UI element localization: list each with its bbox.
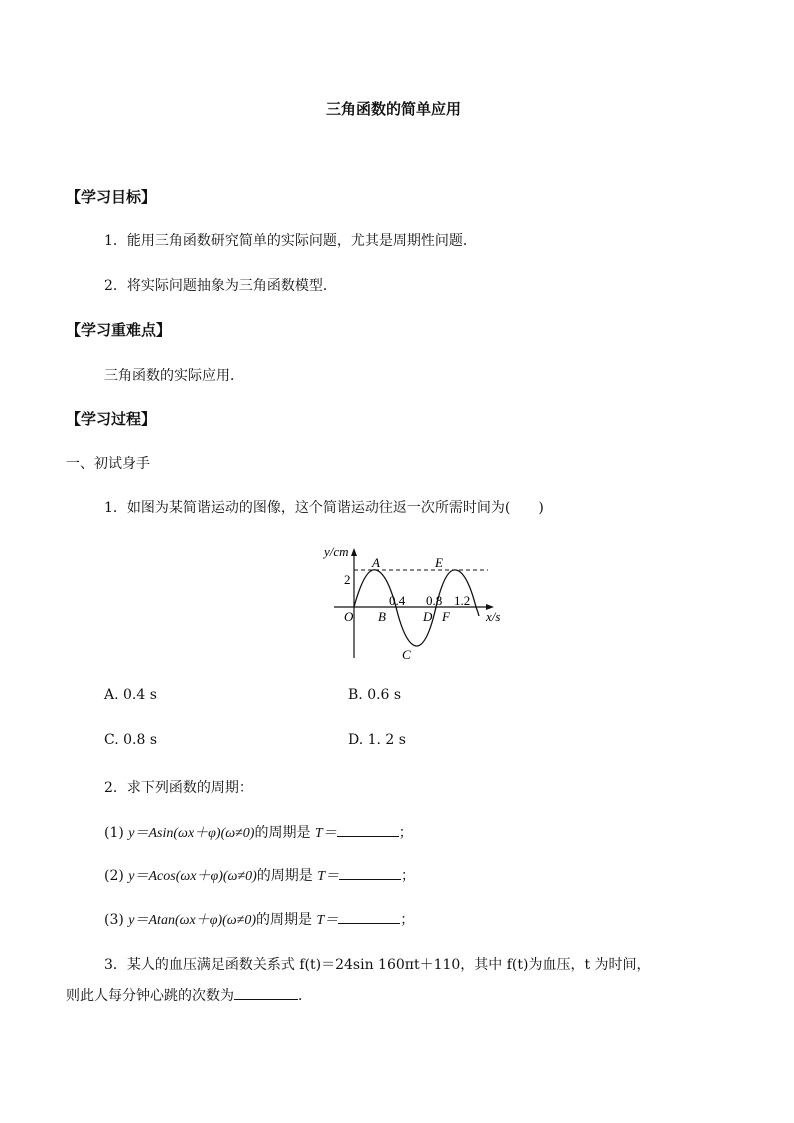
point-F-label: F xyxy=(442,609,450,624)
origin-label: O xyxy=(344,609,354,624)
q2-stem: 2．求下列函数的周期： xyxy=(104,780,253,796)
function-expression: y＝Acos(ωx＋φ)(ω≠0) xyxy=(128,869,257,884)
item-text: 的周期是 xyxy=(256,912,313,928)
amplitude-label: 2 xyxy=(344,572,351,587)
point-A-label: A xyxy=(372,555,380,570)
goal-item-1: 1．能用三角函数研究简单的实际问题，尤其是周期性问题． xyxy=(104,233,477,249)
answer-blank[interactable] xyxy=(234,987,298,1000)
item-end: ； xyxy=(401,868,416,884)
q2-item-1 xyxy=(104,822,413,842)
period-symbol: T＝ xyxy=(317,869,340,884)
page-title: 三角函数的简单应用 xyxy=(326,100,462,118)
q2-item-3 xyxy=(104,909,414,929)
q3-line-1: 3．某人的血压满足函数关系式 f(t)＝24sin 160πt＋110，其中 f(t)为血压，t 为时间， xyxy=(104,957,651,973)
function-expression: y＝Asin(ωx＋φ)(ω≠0) xyxy=(128,826,255,841)
q1-option-d: D. 1. 2 s xyxy=(348,732,406,748)
y-axis-arrow xyxy=(351,548,357,556)
tick-label-1.2: 1.2 xyxy=(454,593,471,608)
q1-option-a: A. 0.4 s xyxy=(104,687,157,703)
q2-item-2 xyxy=(104,865,415,885)
point-C-label: C xyxy=(402,647,411,662)
item-end: ； xyxy=(400,912,415,928)
period-symbol: T＝ xyxy=(314,826,337,841)
function-expression: y＝Atan(ωx＋φ)(ω≠0) xyxy=(128,913,257,928)
item-number: (3) xyxy=(104,912,124,928)
goal-item-2: 2．将实际问题抽象为三角函数模型． xyxy=(104,278,337,294)
item-number: (2) xyxy=(104,868,124,884)
y-axis-label: y/cm xyxy=(324,544,349,559)
point-D-label: D xyxy=(423,609,433,624)
answer-blank[interactable] xyxy=(337,824,399,837)
section-key-heading: 【学习重难点】 xyxy=(66,321,172,339)
section-goals-heading: 【学习目标】 xyxy=(66,188,157,206)
q1-stem: 1．如图为某简谐运动的图像，这个简谐运动往返一次所需时间为( ) xyxy=(104,500,544,516)
key-text: 三角函数的实际应用． xyxy=(104,368,244,384)
q1-figure xyxy=(316,540,516,665)
q1-option-b: B. 0.6 s xyxy=(348,687,402,703)
item-text: 的周期是 xyxy=(254,825,311,841)
q1-option-c: C. 0.8 s xyxy=(104,732,158,748)
point-E-label: E xyxy=(435,555,443,570)
answer-blank[interactable] xyxy=(338,911,400,924)
q3-text: 则此人每分钟心跳的次数为 xyxy=(66,988,234,1004)
answer-blank[interactable] xyxy=(339,867,401,880)
section-process-heading: 【学习过程】 xyxy=(66,410,157,428)
item-number: (1) xyxy=(104,825,124,841)
q3-line-2 xyxy=(66,985,312,1005)
item-end: ； xyxy=(398,825,413,841)
period-symbol: T＝ xyxy=(316,913,339,928)
q3-end: ． xyxy=(298,988,312,1004)
point-B-label: B xyxy=(378,609,386,624)
part1-heading: 一、初试身手 xyxy=(66,456,150,472)
x-axis-label: x/s xyxy=(486,609,501,624)
tick-label-0.8: 0.8 xyxy=(426,593,443,608)
tick-label-0.4: 0.4 xyxy=(389,593,406,608)
item-text: 的周期是 xyxy=(256,868,313,884)
